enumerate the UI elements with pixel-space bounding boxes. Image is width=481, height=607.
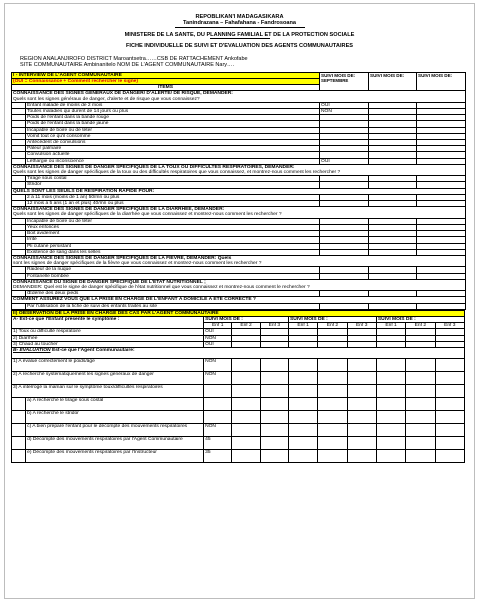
obs-value-empty[interactable]	[435, 371, 464, 384]
row-indent	[12, 397, 26, 410]
obs-value-empty[interactable]	[318, 397, 347, 410]
enf-header: Enf 1	[204, 323, 232, 329]
obs-value-empty[interactable]	[406, 410, 435, 423]
evaluation-label: a) A recherché le tirage sous costal	[26, 397, 204, 410]
criteria-item-label: Toutes maladies qui durent de 14 jours ou plus	[26, 109, 320, 115]
row-indent	[12, 423, 26, 436]
header-rule-2	[210, 38, 270, 39]
obs-value-empty[interactable]	[288, 397, 317, 410]
obs-value-empty[interactable]	[232, 397, 260, 410]
evaluation-label: 2) A recherché systématiquement les signes généraux de danger	[12, 371, 204, 384]
criteria-item-label: Incapable de boire ou de téter	[26, 127, 320, 133]
obs-value-empty[interactable]	[260, 384, 288, 397]
header-rule	[175, 27, 305, 28]
header-motto: Tanindrazana – Fahafahana - Fandrosoana	[182, 20, 297, 27]
criteria-heading-title: CONNAISSANCE DES SIGNES GENERAUX DE DANGER/ D'ALERTE/ DE RISQUE, DEMANDER:	[13, 91, 233, 97]
row-indent	[12, 436, 26, 449]
obs-value-empty[interactable]	[288, 449, 317, 462]
criteria-heading-question: sont les signes de danger spécifiques de la fièvre que vous connaissez et montrez-nous comment les rechercher ?	[13, 261, 262, 267]
obs-value-empty[interactable]	[435, 384, 464, 397]
obs-value-empty[interactable]	[288, 410, 317, 423]
obs-value-empty[interactable]	[406, 371, 435, 384]
criteria-item-label: Stridor	[26, 182, 320, 188]
evaluation-heading-row	[12, 347, 465, 358]
criteria-heading-question: Quels sont les signes généraux de danger, d'alerte et de risque que vous connaissez?	[13, 96, 200, 102]
obs-value-empty[interactable]	[435, 358, 464, 371]
header-country: REPOBLIKAN'I MADAGASIKARA	[195, 14, 284, 20]
criteria-heading-question: Quels sont les signes de danger spécifiques de la toux ou des difficultés respiratoires que vous connaissez, et montrez-nous comment les rechercher ?	[13, 170, 341, 176]
obs-value-empty[interactable]	[347, 397, 376, 410]
criteria-heading-question: Quels sont les signes de danger spécifiques de la diarrhée que vous connaissez et montrez-nous comment les rechercher ?	[13, 212, 282, 218]
obs-value[interactable]	[204, 397, 232, 410]
obs-value[interactable]: NON	[204, 371, 232, 384]
criteria-heading-title: COMMENT ASSUREZ VOUS QUE LA PRISE EN CHARGE DE L'ENFANT A DOMICILE A ETE CORRECTE ?	[13, 297, 256, 303]
obs-value-empty[interactable]	[376, 410, 405, 423]
criteria-heading-title: CONNAISSANCE DES SIGNES DE DANGER SPECIFIQUES DE LA DIARRHEE, DEMANDER:	[13, 207, 225, 213]
obs-value-empty[interactable]	[260, 358, 288, 371]
obs-value-empty[interactable]	[260, 436, 288, 449]
criteria-heading-title: QUELS SONT LES SEUILS DE RESPIRATION RAPIDE POUR:	[13, 188, 155, 194]
obs-value-empty[interactable]	[232, 358, 260, 371]
criteria-item-label: Tirage sous costal	[26, 176, 320, 182]
obs-value-empty[interactable]	[435, 449, 464, 462]
document-header	[5, 14, 474, 50]
obs-value-empty[interactable]	[376, 371, 405, 384]
obs-value-empty[interactable]	[376, 436, 405, 449]
criteria-item-label: Irrité	[26, 237, 320, 243]
obs-value-empty[interactable]	[347, 371, 376, 384]
obs-value-empty[interactable]	[376, 397, 405, 410]
criteria-heading-row	[12, 255, 466, 266]
obs-value[interactable]: NON	[204, 423, 232, 436]
criteria-heading-row	[12, 279, 466, 290]
obs-value[interactable]: NON	[204, 335, 232, 341]
obs-value-empty[interactable]	[232, 410, 260, 423]
criteria-item-label: Antécédent de convulsions	[26, 140, 320, 146]
criteria-heading	[12, 164, 466, 175]
symptom-label: 2) Diarrhée	[12, 335, 204, 341]
obs-value[interactable]	[204, 384, 232, 397]
criteria-heading	[12, 279, 466, 290]
obs-value-empty[interactable]	[232, 371, 260, 384]
obs-value-empty[interactable]	[406, 384, 435, 397]
obs-value-empty[interactable]	[318, 384, 347, 397]
obs-value[interactable]: OUI	[204, 329, 232, 335]
obs-value-empty[interactable]	[288, 358, 317, 371]
obs-value-empty[interactable]	[406, 436, 435, 449]
symptom-question: A- Est-ce que l'Enfant présente le symptôme :	[12, 316, 204, 328]
obs-value-empty[interactable]	[288, 384, 317, 397]
criteria-item-row	[12, 303, 466, 309]
document-page	[4, 3, 475, 599]
criteria-item-label: Existence de sang dans les selles	[26, 249, 320, 255]
criteria-item-label: Yeux enfoncés	[26, 224, 320, 230]
obs-value-empty[interactable]	[288, 436, 317, 449]
obs-value-empty[interactable]	[232, 436, 260, 449]
evaluation-label: e) Décompte des mouvements respiratoires par l'Instructeur	[26, 449, 204, 462]
obs-value[interactable]: 35	[204, 449, 232, 462]
obs-value-empty[interactable]	[347, 384, 376, 397]
obs-value-empty[interactable]	[376, 423, 405, 436]
row-indent	[12, 303, 26, 309]
evaluation-title: B- EVALUATION	[13, 347, 51, 353]
evaluation-label: 3) A interrogé la maman sur le symptôme toux/difficultés respiratoires	[12, 384, 204, 397]
criteria-item-label: 12 mois à 5 ans (1 an et plus) 40/mn ou plus	[26, 201, 320, 207]
obs-value-empty[interactable]	[288, 371, 317, 384]
document-meta	[20, 56, 474, 69]
section1-title: I - INTERVIEW DE L'AGENT COMMUNAUTAIRE	[12, 72, 320, 78]
criteria-item-label: Léthargie ou inconscience	[26, 158, 320, 164]
criteria-item-label: Pli cutané persistant	[26, 243, 320, 249]
evaluation-row	[12, 423, 465, 436]
evaluation-label: b) A recherché le stridor	[26, 410, 204, 423]
col-suivi-2: SUIVI MOIS DE:	[369, 72, 417, 91]
criteria-item-label: Vomit tout ce qu'il consomme	[26, 133, 320, 139]
criteria-item-value[interactable]	[320, 303, 369, 309]
criteria-item-label: Poids de l'enfant dans la bande rouge	[26, 115, 320, 121]
obs-value[interactable]: 45	[204, 436, 232, 449]
enf-header: Enf 1	[288, 323, 317, 329]
criteria-heading-title: CONNAISSANCE DU SIGNE DE DANGER SPECIFIQUE DE L'ETAT NUTRITIONNEL ;	[13, 279, 206, 285]
obs-value-empty[interactable]	[376, 358, 405, 371]
evaluation-row	[12, 410, 465, 423]
symptom-label: 1) Toux ou difficulté respiratoire	[12, 329, 204, 335]
enf-header: Enf 2	[232, 323, 260, 329]
evaluation-label: d) Décompte des mouvements respiratoires par l'Agent Communautaire	[26, 436, 204, 449]
col-suivi-1-month: SEPTEMBRE	[321, 78, 349, 84]
criteria-item-label: Œdème des deux pieds	[26, 291, 320, 297]
criteria-item-label: Enfant malade de moins de 2 mois	[26, 102, 320, 108]
suivi-header-3: SUIVI MOIS DE :	[376, 316, 464, 322]
criteria-heading-row	[12, 164, 466, 175]
enf-header: Enf 2	[318, 323, 347, 329]
enf-header: Enf 3	[435, 323, 464, 329]
evaluation-row	[12, 371, 465, 384]
criteria-heading-question: DEMANDER: Quel est le signe de danger spécifique de l'état nutritionnel que vous connaissez et montrez-nous comment le rechercher ?	[13, 284, 310, 290]
obs-value-empty[interactable]	[318, 371, 347, 384]
suivi-header-1: SUIVI MOIS DE :	[204, 316, 289, 322]
obs-value-empty[interactable]	[376, 449, 405, 462]
enf-header: Enf 1	[376, 323, 405, 329]
criteria-item-label: 2 à 11 mois (moins de 1 an) 50/mn ou plus	[26, 194, 320, 200]
obs-value-empty[interactable]	[347, 410, 376, 423]
obs-value-empty[interactable]	[260, 410, 288, 423]
criteria-heading-row	[12, 207, 466, 218]
enf-header: Enf 3	[347, 323, 376, 329]
obs-value-empty[interactable]	[232, 384, 260, 397]
evaluation-question: Est-ce que l'Agent Communautaire:	[50, 347, 135, 353]
row-indent	[12, 410, 26, 423]
obs-value-empty[interactable]	[260, 449, 288, 462]
obs-value-empty[interactable]	[376, 384, 405, 397]
section1-subtitle: (OUI = Connaissance + Comment rechercher le signe)	[12, 79, 320, 85]
criteria-item-value[interactable]: OUI	[320, 158, 369, 164]
symptom-label: 3) Chaud au toucher	[12, 341, 204, 347]
document-title: FICHE INDIVIDUELLE DE SUIVI ET D'EVALUATION DES AGENTS COMMUNAUTAIRES	[125, 43, 354, 50]
obs-value-empty[interactable]	[406, 397, 435, 410]
enf-header: Enf 2	[406, 323, 435, 329]
obs-value-empty[interactable]	[406, 423, 435, 436]
evaluation-row	[12, 436, 465, 449]
criteria-item-label: Raideur de la nuque	[26, 267, 320, 273]
obs-value[interactable]	[204, 410, 232, 423]
obs-value-empty[interactable]	[347, 423, 376, 436]
enf-header: Enf 3	[260, 323, 288, 329]
obs-value-empty[interactable]	[435, 397, 464, 410]
obs-value-empty[interactable]	[232, 449, 260, 462]
header-ministry: MINISTERE DE LA SANTE, DU PLANNING FAMILIAL ET DE LA PROTECTION SOCIALE	[124, 31, 355, 38]
criteria-item-value-2[interactable]	[369, 303, 417, 309]
evaluation-label: 1) A évalué correctement le poids/âge	[12, 358, 204, 371]
suivi-header-2: SUIVI MOIS DE :	[288, 316, 376, 322]
obs-value-empty[interactable]	[347, 436, 376, 449]
obs-value-empty[interactable]	[435, 423, 464, 436]
criteria-item-value-3[interactable]	[417, 303, 466, 309]
criteria-item-label: Par l'utilisation de la fiche de suivi des enfants traités au site	[26, 303, 320, 309]
obs-value-empty[interactable]	[435, 436, 464, 449]
obs-value-empty[interactable]	[260, 423, 288, 436]
criteria-heading	[12, 255, 466, 266]
criteria-item-value[interactable]: NON	[320, 109, 369, 115]
obs-value-empty[interactable]	[318, 358, 347, 371]
meta-region-line: REGION ANALANJIROFO DISTRICT Maroantsetra……CSB DE RATTACHEMENT Ankofabe	[20, 55, 248, 62]
evaluation-heading	[12, 347, 465, 358]
row-indent	[12, 449, 26, 462]
evaluation-row	[12, 384, 465, 397]
interview-table	[11, 72, 466, 310]
section2-title: II) OBSERVATION DE LA PRISE EN CHARGE DES CAS PAR L'AGENT COMMUNAUTAIRE	[12, 310, 465, 316]
criteria-item-label: Incapable de boire ou de téter	[26, 218, 320, 224]
observation-table	[11, 310, 465, 463]
obs-value-empty[interactable]	[288, 423, 317, 436]
criteria-heading	[12, 207, 466, 218]
items-header: ITEMS	[12, 85, 320, 91]
criteria-item-label: Poids de l'enfant dans la bande jaune	[26, 121, 320, 127]
criteria-heading-title: CONNAISSANCE DES SIGNES DE DANGER SPECIFIQUES DE LA FIEVRE, DEMANDER: Quels	[13, 255, 232, 261]
obs-value-empty[interactable]	[318, 449, 347, 462]
obs-value[interactable]: OUI	[204, 341, 232, 347]
criteria-item-label: Fontanelle bombée	[26, 273, 320, 279]
obs-value-empty[interactable]	[232, 423, 260, 436]
criteria-item-label: Boit avidement	[26, 231, 320, 237]
obs-value-empty[interactable]	[260, 371, 288, 384]
obs-value-empty[interactable]	[435, 410, 464, 423]
criteria-heading-row	[12, 91, 466, 102]
obs-value-empty[interactable]	[406, 449, 435, 462]
obs-value-empty[interactable]	[347, 358, 376, 371]
criteria-item-value[interactable]: OUI	[320, 102, 369, 108]
obs-value-empty[interactable]	[347, 449, 376, 462]
obs-value-empty[interactable]	[318, 423, 347, 436]
obs-value[interactable]: NON	[204, 358, 232, 371]
criteria-item-label: Convulsion actuelle	[26, 152, 320, 158]
criteria-heading-title: CONNAISSANCE DES SIGNES DE DANGER SPECIFIQUES DE LA TOUX OU DIFFICULTES RESPIRATOIRES, DEMANDER:	[13, 164, 295, 170]
evaluation-row	[12, 358, 465, 371]
criteria-heading	[12, 91, 466, 102]
evaluation-row	[12, 397, 465, 410]
criteria-item-label: Pâleur palmaire	[26, 146, 320, 152]
col-suivi-1: SUIVI MOIS DE: SEPTEMBRE	[320, 72, 369, 91]
meta-site-line: SITE COMMUNAUTAIRE Ambinanitelo NOM DE L'AGENT COMMUNAUTAIRE Nary….	[20, 62, 235, 69]
obs-value-empty[interactable]	[318, 436, 347, 449]
obs-value-empty[interactable]	[406, 358, 435, 371]
evaluation-row	[12, 449, 465, 462]
col-suivi-3: SUIVI MOIS DE:	[417, 72, 466, 91]
obs-value-empty[interactable]	[318, 410, 347, 423]
evaluation-label: c) A bien préparé l'enfant pour le décompte des mouvements respiratoires	[26, 423, 204, 436]
obs-value-empty[interactable]	[260, 397, 288, 410]
